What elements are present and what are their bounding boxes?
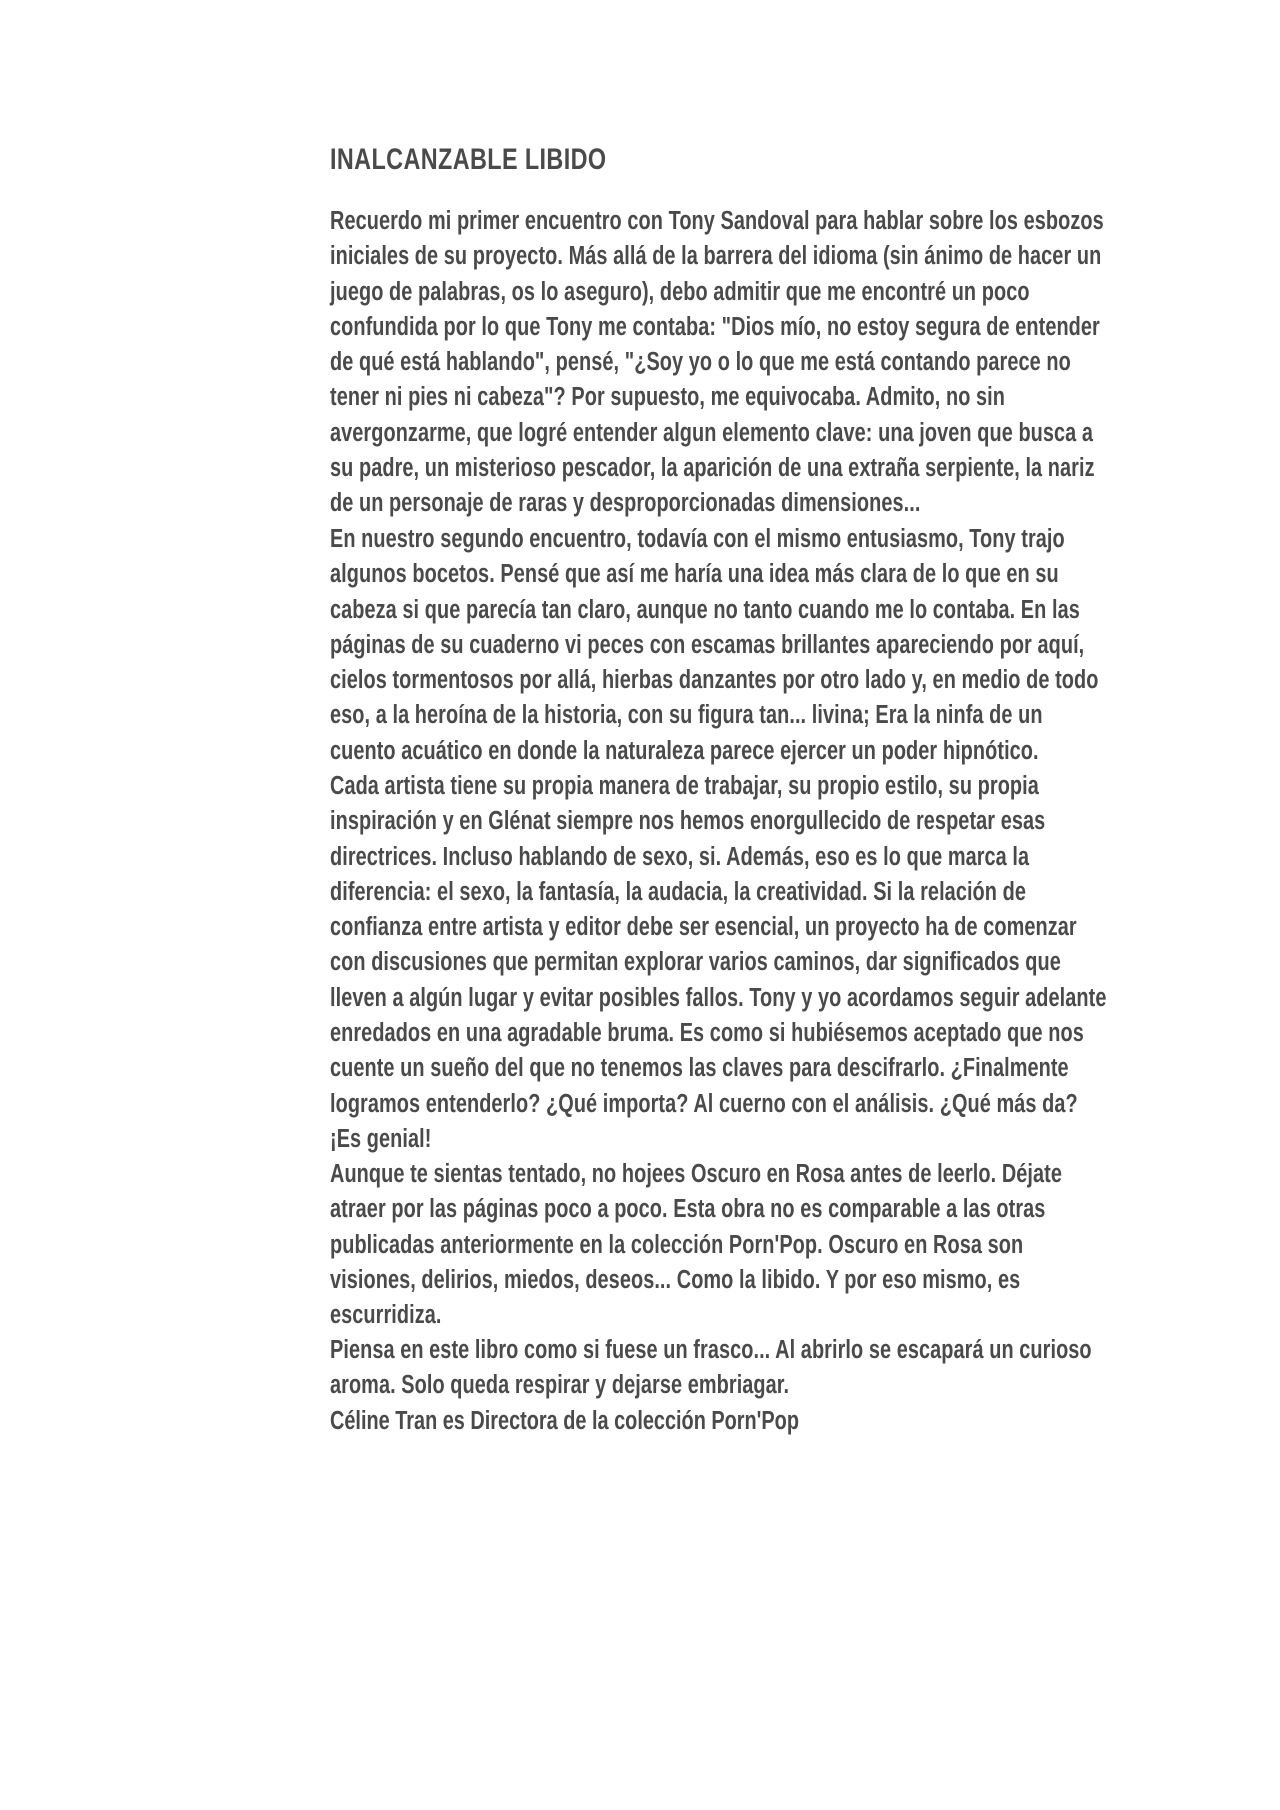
paragraph-5: Piensa en este libro como si fuese un frasco... Al abrirlo se escapará un curioso aroma. Solo queda respirar y dejarse embriagar.: [330, 1336, 1092, 1400]
paragraph-3-wrap: [330, 769, 1110, 1157]
paragraph-5-wrap: [330, 1333, 1110, 1404]
signature-line: Céline Tran es Directora de la colección Porn'Pop: [330, 1407, 799, 1435]
paragraph-1-wrap: [330, 204, 1110, 522]
signature-wrap: [330, 1404, 1110, 1439]
paragraph-3: Cada artista tiene su propia manera de trabajar, su propio estilo, su propia inspiración y en Glénat siempre nos hemos enorgullecido de respetar esas directrices. Incluso hablando de sexo, si. Además, eso es lo que marca la diferencia: el sexo, la fantasía, la audacia, la creatividad. Si la relación de confianza entre artista y editor debe ser esencial, un proyecto ha de comenzar con discusiones que permitan explorar varios caminos, dar significados que lleven a algún lugar y evitar posibles fallos. Tony y yo acordamos seguir adelante enredados en una agradable bruma. Es como si hubiésemos aceptado que nos cuente un sueño del que no tenemos las claves para descifrarlo. ¿Finalmente logramos entenderlo? ¿Qué importa? Al cuerno con el análisis. ¿Qué más da? ¡Es genial!: [330, 772, 1107, 1153]
paragraph-4: Aunque te sientas tentado, no hojees Oscuro en Rosa antes de leerlo. Déjate atraer por las páginas poco a poco. Esta obra no es comparable a las otras publicadas anteriormente en la colección Porn'Pop. Oscuro en Rosa son visiones, delirios, miedos, deseos... Como la libido. Y por eso mismo, es escurridiza.: [330, 1160, 1063, 1330]
page-title: INALCANZABLE LIBIDO: [330, 143, 607, 176]
paragraph-2: En nuestro segundo encuentro, todavía con el mismo entusiasmo, Tony trajo algunos bocetos. Pensé que así me haría una idea más clara de lo que en su cabeza si que parecía tan claro, aunque no tanto cuando me lo contaba. En las páginas de su cuaderno vi peces con escamas brillantes apareciendo por aquí, cielos tormentosos por allá, hierbas danzantes por otro lado y, en medio de todo eso, a la heroína de la historia, con su figura tan... livina; Era la ninfa de un cuento acuático en donde la naturaleza parece ejercer un poder hipnótico.: [330, 525, 1099, 765]
paragraph-4-wrap: [330, 1157, 1110, 1333]
document-page: [330, 140, 1110, 1439]
paragraph-2-wrap: [330, 522, 1110, 769]
paragraph-1: Recuerdo mi primer encuentro con Tony Sandoval para hablar sobre los esbozos iniciales de su proyecto. Más allá de la barrera del idioma (sin ánimo de hacer un juego de palabras, os lo aseguro), debo admitir que me encontré un poco confundida por lo que Tony me contaba: "Dios mío, no estoy segura de entender de qué está hablando", pensé, "¿Soy yo o lo que me está contando parece no tener ni pies ni cabeza"? Por supuesto, me equivocaba. Admito, no sin avergonzarme, que logré entender algun elemento clave: una joven que busca a su padre, un misterioso pescador, la aparición de una extraña serpiente, la nariz de un personaje de raras y desproporcionadas dimensiones...: [330, 207, 1104, 518]
